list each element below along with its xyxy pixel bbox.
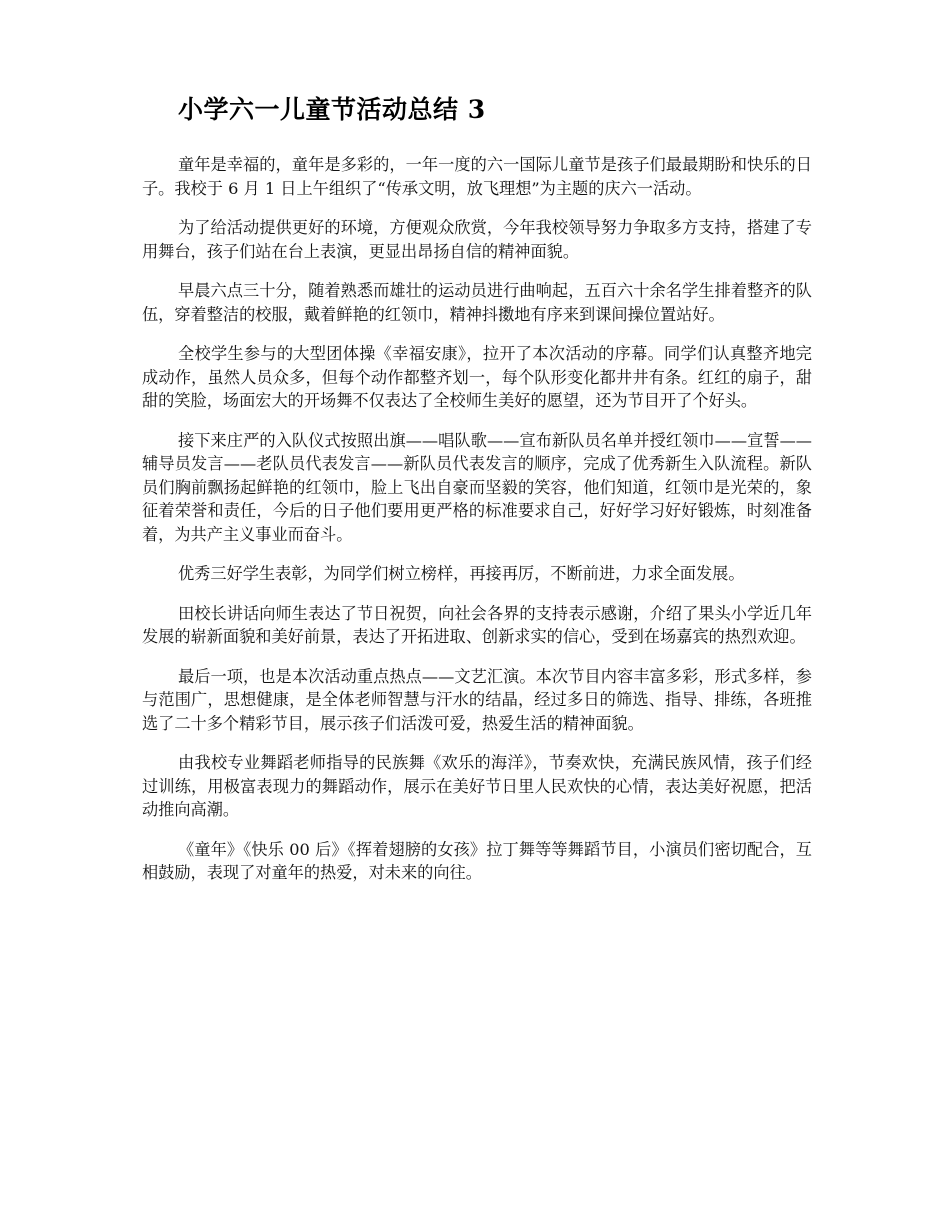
paragraph-4: 全校学生参与的大型团体操《幸福安康》，拉开了本次活动的序幕。同学们认真整齐地完成动作，虽然人员众多，但每个动作都整齐划一，每个队形变化都井井有条。红红的扇子，甜甜的笑脸，场面宏大的开场舞不仅表达了全校师生美好的愿望，还为节目开了个好头。: [142, 344, 812, 410]
paragraph-6: 优秀三好学生表彰，为同学们树立榜样，再接再厉，不断前进，力求全面发展。: [178, 564, 745, 583]
document-body: [142, 153, 812, 901]
paragraph-10: 《童年》《快乐 00 后》《挥着翅膀的女孩》拉丁舞等等舞蹈节目，小演员们密切配合，互相鼓励，表现了对童年的热爱，对未来的向往。: [142, 839, 812, 882]
paragraph-1: 童年是幸福的，童年是多彩的，一年一度的六一国际儿童节是孩子们最最期盼和快乐的日子。我校于 6 月 1 日上午组织了“传承文明，放飞理想”为主题的庆六一活动。: [142, 155, 812, 198]
paragraph-9: 由我校专业舞蹈老师指导的民族舞《欢乐的海洋》，节奏欢快，充满民族风情，孩子们经过训练，用极富表现力的舞蹈动作，展示在美好节日里人民欢快的心情，表达美好祝愿，把活动推向高潮。: [142, 753, 812, 819]
document-title: 小学六一儿童节活动总结 3: [178, 95, 486, 124]
paragraph-7: 田校长讲话向师生表达了节日祝贺，向社会各界的支持表示感谢，介绍了果头小学近几年发展的崭新面貌和美好前景，表达了开拓进取、创新求实的信心，受到在场嘉宾的热烈欢迎。: [142, 603, 812, 646]
paragraph-8: 最后一项，也是本次活动重点热点——文艺汇演。本次节目内容丰富多彩，形式多样，参与范围广，思想健康，是全体老师智慧与汗水的结晶，经过多日的筛选、指导、排练，各班推选了二十多个精彩节目，展示孩子们活泼可爱，热爱生活的精神面貌。: [142, 666, 812, 733]
paragraph-5: 接下来庄严的入队仪式按照出旗——唱队歌——宣布新队员名单并授红领巾——宣誓——辅导员发言——老队员代表发言——新队员代表发言的顺序，完成了优秀新生入队流程。新队员们胸前飘扬起鲜艳的红领巾，脸上飞出自豪而坚毅的笑容，他们知道，红领巾是光荣的，象征着荣誉和责任，今后的日子他们要用更严格的标准要求自己，好好学习好好锻炼，时刻准备着，为共产主义事业而奋斗。: [142, 430, 812, 544]
paragraph-2: 为了给活动提供更好的环境，方便观众欣赏，今年我校领导努力争取多方支持，搭建了专用舞台，孩子们站在台上表演，更显出昂扬自信的精神面貌。: [142, 218, 812, 261]
paragraph-3: 早晨六点三十分，随着熟悉而雄壮的运动员进行曲响起，五百六十余名学生排着整齐的队伍，穿着整洁的校服，戴着鲜艳的红领巾，精神抖擞地有序来到课间操位置站好。: [142, 281, 812, 324]
